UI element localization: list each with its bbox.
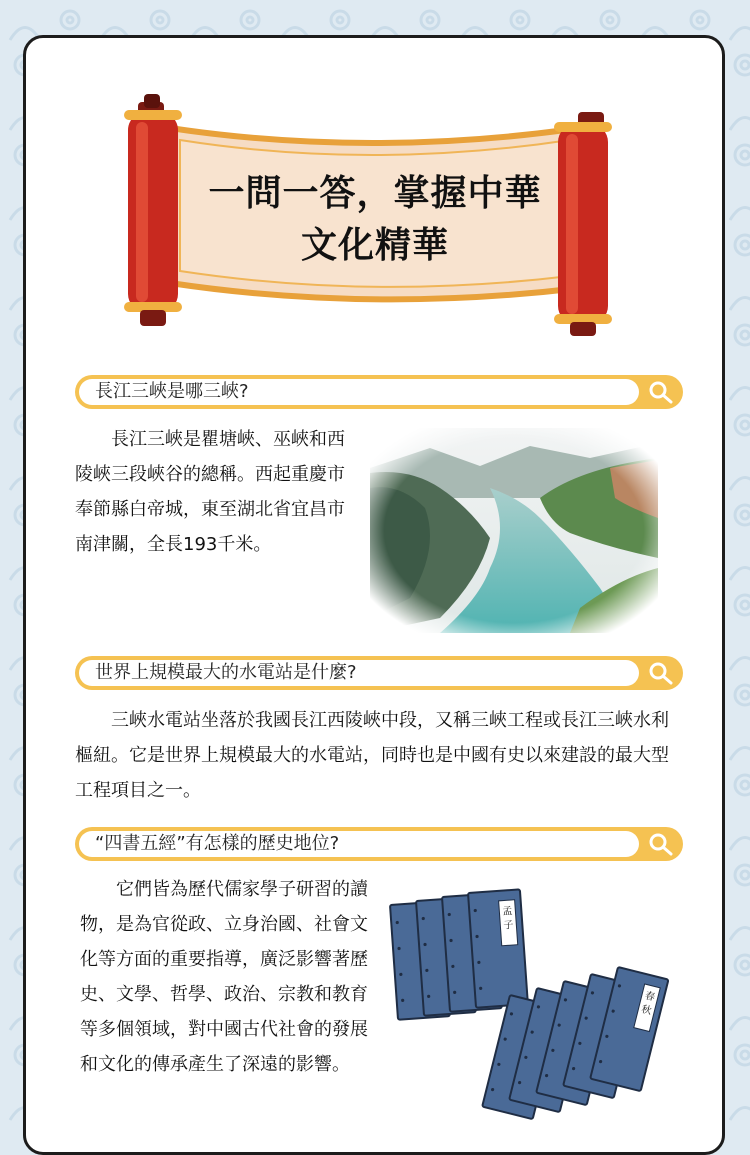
question-bar-2 (75, 656, 683, 690)
classic-books-image (385, 885, 685, 1130)
answer-3 (80, 872, 380, 1082)
magnifier-icon[interactable] (647, 379, 675, 405)
banner-title (175, 168, 575, 272)
book-title: 孟子 (502, 905, 514, 932)
answer-2 (75, 703, 680, 808)
question-2-text: 世界上規模最大的水電站是什麼? (79, 660, 639, 686)
four-books-stack (390, 889, 528, 1019)
book-title: 春秋 (640, 990, 656, 1018)
magnifier-icon[interactable] (647, 831, 675, 857)
answer-3-text: 它們皆為歷代儒家學子研習的讀物，是為官從政、立身治國、社會文化等方面的重要指導，廣泛影響著歷史、文學、哲學、政治、宗教和教育等多個領域，對中國古代社會的發展和文化的傳承產生了深遠的影響。 (80, 879, 368, 1075)
answer-1-text: 長江三峽是瞿塘峽、巫峽和西陵峽三段峽谷的總稱。西起重慶市奉節縣白帝城，東至湖北省宜昌市南津關，全長193千米。 (75, 429, 345, 555)
answer-2-text: 三峽水電站坐落於我國長江西陵峽中段，又稱三峽工程或長江三峽水利樞紐。它是世界上規模最大的水電站，同時也是中國有史以來建設的最大型工程項目之一。 (75, 710, 669, 801)
banner-title-line1: 一問一答，掌握中華 (208, 173, 542, 214)
magnifier-icon[interactable] (647, 660, 675, 686)
question-1-text: 長江三峽是哪三峽? (79, 379, 639, 405)
question-bar-1 (75, 375, 683, 409)
question-3-text: “四書五經”有怎樣的歷史地位? (79, 831, 639, 857)
banner-title-line2: 文化精華 (300, 225, 449, 266)
question-bar-3 (75, 827, 683, 861)
answer-1 (75, 422, 360, 562)
book (468, 889, 528, 1007)
scroll-left-roller (124, 94, 182, 326)
three-gorges-image (370, 428, 658, 633)
